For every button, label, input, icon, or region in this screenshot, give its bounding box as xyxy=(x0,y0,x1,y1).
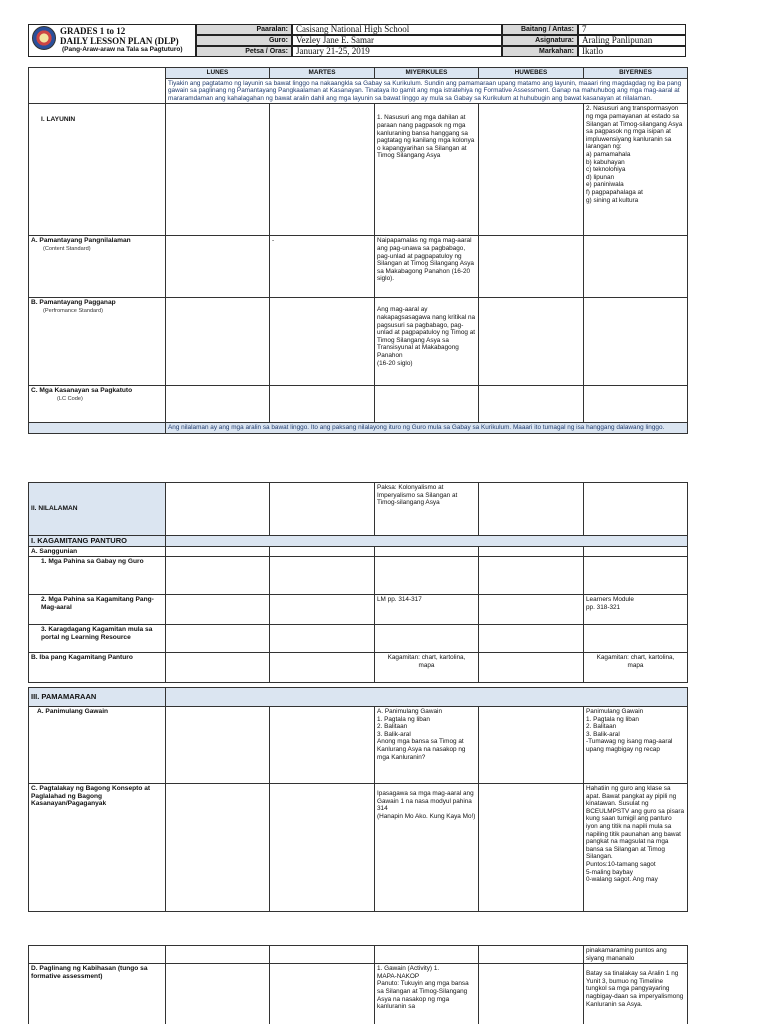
day-huwebes: HUWEBES xyxy=(479,68,584,79)
pagtalakay-miyerkules: Ipasagawa sa mga mag-aaral ang Gawain 1 na nasa modyul pahina 314 (Hanapin Mo Ako. Kung Kaya Mo!) xyxy=(375,784,479,912)
kagamitan-row xyxy=(29,536,688,547)
dlp-title: DAILY LESSON PLAN (DLP) xyxy=(60,36,179,46)
panimulang-gawain-row xyxy=(29,707,688,784)
title-box xyxy=(28,24,196,57)
objectives-table xyxy=(28,67,688,434)
day-header-row xyxy=(29,68,688,79)
kagamitan-miyerkules: Kagamitan: chart, kartolina, mapa xyxy=(375,653,479,683)
kagamitang-pang-mag-aaral-row xyxy=(29,595,688,625)
content-note: Ang nilalaman ay ang mga aralin sa bawat linggo. Ito ang paksang nilalayong ituro ng Guro mula sa Gabay sa Kurikulum. Maaari ito tumagal ng isa hanggang dalawang linggo. xyxy=(166,423,688,434)
iba-pang-kagamitan-label: B. Iba pang Kagamitang Panturo xyxy=(29,653,166,683)
pagtalakay-label: C. Pagtalakay ng Bagong Konsepto at Paglalahad ng Bagong Kasanayan/Pagaganyak xyxy=(29,784,166,912)
day-biyernes: BIYERNES xyxy=(584,68,688,79)
dlp-subtitle: (Pang-Araw-araw na Tala sa Pagtuturo) xyxy=(62,46,183,53)
kagamitan-biyernes: Kagamitan: chart, kartolina, mapa xyxy=(584,653,688,683)
learning-resource-row xyxy=(29,625,688,653)
guro-value: Vezley Jane E. Samar xyxy=(292,35,502,46)
day-martes: MARTES xyxy=(270,68,375,79)
pagganap-sub: (Perfromance Standard) xyxy=(43,307,104,314)
gabay-guro-label: 1. Mga Pahina sa Gabay ng Guro xyxy=(29,557,166,595)
panimulang-gawain-label: A. Panimulang Gawain xyxy=(29,707,166,784)
asignatura-label: Asignatura: xyxy=(502,35,578,46)
sanggunian-row xyxy=(29,546,688,557)
layunin-row xyxy=(29,104,688,236)
layunin-miyerkules: 1. Nasusuri ang mga dahilan at paraan nang pagpasok ng mga kanluraning bansa hanggang sa pagtatag ng kanilang mga kolonya o kapangyarihan sa Silangan at Timog Silangang Asya xyxy=(375,104,479,236)
paglinang-label: D. Paglinang ng Kabihasan (tungo sa formative assessment) xyxy=(29,964,166,1024)
pangnilalaman-label: A. Pamantayang Pangnilalaman xyxy=(31,237,131,245)
pamantayang-pagganap-row xyxy=(29,298,688,386)
pangnilalaman-sub: (Content Standard) xyxy=(43,245,91,252)
petsa-value: January 21-25, 2019 xyxy=(292,46,502,57)
kasanayan-sub: (LC Code) xyxy=(57,395,83,402)
pamantayang-pangnilalaman-row xyxy=(29,236,688,298)
kasanayan-row xyxy=(29,386,688,423)
objectives-note: Tiyakin ang pagtatamo ng layunin sa bawat linggo na nakaangkla sa Gabay sa Kurikulum. Sundin ang pamamaraan upang matamo ang layunin, maaari ring magdagdag ng iba pang gawain sa paglinang ng Pamantayang Pangkaalaman at Kasanayan. Tinataya ito gamit ang mga istratehiya ng Formative Assessment. Ganap na mahuhubog ang mga mag-aaral at mararamdaman ang kahalagahan ng bawat aralin dahil ang mga layunin sa bawat linggo ay mula sa Gabay sa Kurikulum at huhubugin ang bawat kasanayan at nilalaman. xyxy=(166,78,688,104)
learning-resource-label: 3. Karagdagang Kagamitan mula sa portal ng Learning Resource xyxy=(29,625,166,653)
baitang-value: 7 xyxy=(578,24,686,35)
panimulang-miyerkules: A. Panimulang Gawain 1. Pagtala ng liban 2. Balitaan 3. Balik-aral Anong mga bansa sa Timog at Kanlurang Asya na nasakop ng mga Kanluranin? xyxy=(375,707,479,784)
paglinang-table xyxy=(28,945,688,1024)
pagganap-miyerkules: Ang mag-aaral ay nakapagsasagawa nang kritikal na pagsusuri sa pagbabago, pag-unlad at pagpapatuloy ng Timog at Timog Silangang Asya sa Transisyunal at Makabagong Panahon (16-20 siglo) xyxy=(375,298,479,386)
paglinang-biyernes: Batay sa tinalakay sa Aralin 1 ng Yunit 3, bumuo ng Timeline tungkol sa mga pangyayaring nagbigay-daan sa imperyalismong Kanluranin sa Asya. xyxy=(584,964,688,1024)
paglinang-row xyxy=(29,964,688,1024)
layunin-label: I. LAYUNIN xyxy=(29,104,166,236)
kagamitan-label: I. KAGAMITANG PANTURO xyxy=(29,536,166,547)
kasanayan-label: C. Mga Kasanayan sa Pagkatuto xyxy=(31,387,133,395)
grades-label: GRADES 1 to 12 xyxy=(60,26,126,36)
lm-pages-biyernes: Learners Module pp. 318-321 xyxy=(584,595,688,625)
nilalaman-miyerkules: Paksa: Kolonyalismo at Imperyalismo sa Silangan at Timog-silangang Asya xyxy=(375,483,479,536)
iba-pang-kagamitan-row xyxy=(29,653,688,683)
sanggunian-label: A. Sanggunian xyxy=(29,546,166,557)
asignatura-value: Araling Panlipunan xyxy=(578,35,686,46)
layunin-biyernes: 2. Nasusuri ang transpormasyon ng mga pamayanan at estado sa Silangan at Timog-silangang Asya sa pagpasok ng mga isipan at impluwensiyang kanluranin sa larangan ng: a) pamamahala b) kabuhayan c) teknolohiya d) lipunan e) paniniwala f) pagpapahalaga at g) sining at kultura xyxy=(584,104,688,236)
guro-label: Guro: xyxy=(196,35,292,46)
paaralan-label: Paaralan: xyxy=(196,24,292,35)
nilalaman-label: II. NILALAMAN xyxy=(29,483,166,536)
paglinang-miyerkules: 1. Gawain (Activity) 1. MAPA-NAKOP Panuto: Tukuyin ang mga bansa sa Silangan at Timog-Silangang Asya na nasakop ng mga kanluranin sa xyxy=(375,964,479,1024)
pagtalakay-biyernes: Hahatiin ng guro ang klase sa apat. Bawat pangkat ay pipili ng kinatawan. Susulat ng BCEULMPSTV ang guro sa pisara kung saan tumigil ang panturo iyon ang titik na napili mula sa napiling titik paunahan ang bawat pangkat na magsulat na mga bansa sa Silangan at Timog Silangan. Puntos:10-tamang sagot 5-maling baybay 0-walang sagot. Ang may xyxy=(584,784,688,912)
paaralan-value: Casisang National High School xyxy=(292,24,502,35)
day-miyerkules: MIYERKULES xyxy=(375,68,479,79)
lm-pages-miyerkules: LM pp. 314-317 xyxy=(375,595,479,625)
pamamaraan-table xyxy=(28,687,688,912)
page3-clip xyxy=(28,945,688,1024)
pamamaraan-header-row xyxy=(29,688,688,707)
pang-mag-aaral-label: 2. Mga Pahina sa Kagamitang Pang-Mag-aaral xyxy=(29,595,166,625)
markahan-value: Ikatlo xyxy=(578,46,686,57)
markahan-label: Markahan: xyxy=(502,46,578,57)
pangnilalaman-martes: - xyxy=(270,236,375,298)
nilalaman-row xyxy=(29,483,688,536)
baitang-label: Baitang / Antas: xyxy=(502,24,578,35)
pagganap-label: B. Pamantayang Pagganap xyxy=(31,299,116,307)
petsa-label: Petsa / Oras: xyxy=(196,46,292,57)
pagtalakay-row xyxy=(29,784,688,912)
pamamaraan-label: III. PAMAMARAAN xyxy=(29,688,166,707)
gabay-guro-row xyxy=(29,557,688,595)
day-lunes: LUNES xyxy=(166,68,270,79)
nilalaman-table xyxy=(28,482,688,683)
panimulang-biyernes: Panimulang Gawain 1. Pagtala ng liban 2. Balitaan 3. Balik-aral -Tumawag ng isang mag-aaral upang magbigay ng recap xyxy=(584,707,688,784)
page3-top-biyernes: pinakamaraming puntos ang siyang mananalo xyxy=(584,946,688,964)
pangnilalaman-miyerkules: Naipapamalas ng mga mag-aaral ang pag-unawa sa pagbabago, pag-unlad at pagpapatuloy ng Silangan at Timog Silangang Asya sa Makabagong Panahon (16-20 siglo). xyxy=(375,236,479,298)
